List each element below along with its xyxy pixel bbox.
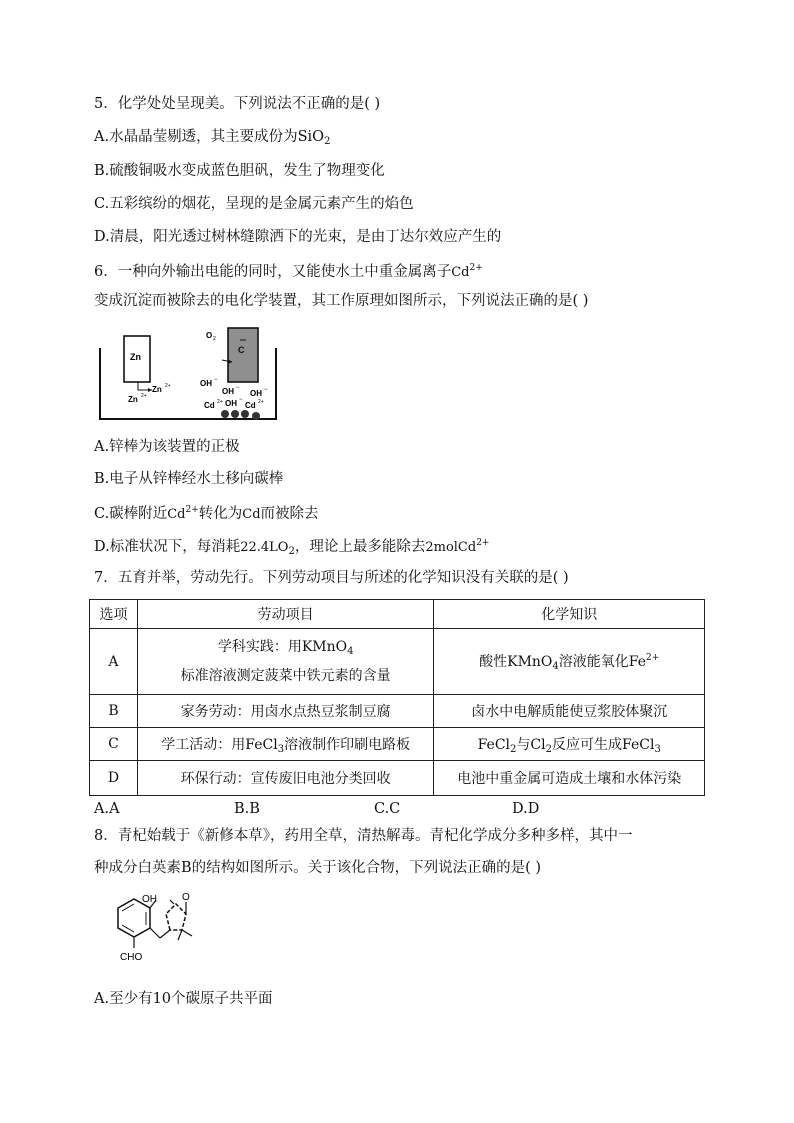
svg-text:O: O [182, 892, 190, 903]
q5-stem: 5．化学处处呈现美。下列说法不正确的是( ) [94, 96, 381, 112]
q5-option-b: B.硫酸铜吸水变成蓝色胆矾，发生了物理变化 [94, 163, 385, 179]
svg-text:−: − [239, 397, 243, 403]
table-row [90, 728, 705, 761]
header-labor: 劳动项目 [137, 600, 433, 629]
row-a-chemistry: 酸性KMnO$_4$溶液能氧化$Fe^{2+}$ [434, 629, 705, 695]
q5-option-c: C.五彩缤纷的烟花，呈现的是金属元素产生的焰色 [94, 196, 414, 212]
svg-text:−: − [214, 377, 218, 383]
svg-text:2+: 2+ [165, 383, 171, 389]
q8-option-a: A.至少有10个碳原子共平面 [94, 991, 273, 1007]
svg-text:Cd: Cd [204, 401, 215, 410]
q7-option-c: C.C [374, 801, 401, 817]
svg-text:OH: OH [222, 387, 234, 396]
q7-stem: 7．五育并举，劳动先行。下列劳动项目与所述的化学知识没有关联的是( ) [94, 570, 569, 586]
svg-text:OH: OH [225, 399, 237, 408]
svg-text:2+: 2+ [217, 399, 223, 405]
svg-text:2+: 2+ [141, 393, 147, 399]
row-a-labor: 学科实践：用KMnO$_4$ 标准溶液测定菠菜中铁元素的含量 [137, 629, 433, 695]
row-c-option: C [90, 728, 138, 761]
row-b-chemistry: 卤水中电解质能使豆浆胶体聚沉 [434, 695, 705, 728]
table-row [90, 629, 705, 695]
q7-options [94, 799, 539, 819]
structure-formula-figure [98, 890, 210, 972]
svg-text:−: − [236, 385, 240, 391]
svg-text:OH: OH [142, 894, 157, 905]
row-c-chemistry: FeCl$_2$与$Cl_2$反应可生成FeCl$_3$ [434, 728, 705, 761]
svg-text:−: − [264, 387, 268, 393]
svg-text:Zn: Zn [152, 385, 162, 394]
svg-text:2+: 2+ [258, 399, 264, 405]
header-chemistry: 化学知识 [434, 600, 705, 629]
q8-stem-line2: 种成分白英素B的结构如图所示。关于该化合物，下列说法正确的是( ) [94, 860, 542, 876]
table-row [90, 695, 705, 728]
q6-stem-line1: 6．一种向外输出电能的同时，又能使水土中重金属离子$Cd^{2+}$ [94, 263, 483, 280]
q7-option-a: A.A [94, 801, 120, 817]
q8-stem-line1: 8．青杞始载于《新修本草》，药用全草，清热解毒。青杞化学成分多种多样，其中一 [94, 828, 633, 844]
q5-option-a: A.水晶晶莹剔透，其主要成份为SiO$_2$ [94, 129, 331, 147]
row-d-labor: 环保行动：宣传废旧电池分类回收 [137, 761, 433, 796]
row-a-option: A [90, 629, 138, 695]
header-option: 选项 [90, 600, 138, 629]
svg-text:2: 2 [213, 336, 216, 342]
svg-text:CHO: CHO [120, 952, 143, 963]
row-b-option: B [90, 695, 138, 728]
row-b-labor: 家务劳动：用卤水点热豆浆制豆腐 [137, 695, 433, 728]
svg-text:Zn: Zn [128, 395, 138, 404]
svg-text:O: O [206, 331, 213, 340]
row-d-option: D [90, 761, 138, 796]
q6-stem-line2: 变成沉淀而被除去的电化学装置，其工作原理如图所示，下列说法正确的是( ) [94, 293, 589, 309]
svg-text:OH: OH [250, 389, 262, 398]
q7-option-d: D.D [512, 801, 540, 817]
electrochemical-device-figure [94, 322, 284, 422]
q6-option-c: C.碳棒附近$Cd^{2+}$转化为Cd而被除去 [94, 505, 319, 522]
q6-option-a: A.锌棒为该装置的正极 [94, 439, 240, 455]
row-d-chemistry: 电池中重金属可造成土壤和水体污染 [434, 761, 705, 796]
svg-text:Cd: Cd [245, 401, 256, 410]
q7-table [89, 599, 705, 796]
svg-text:Zn: Zn [130, 352, 141, 362]
q6-option-b: B.电子从锌棒经水土移向碳棒 [94, 471, 284, 487]
q7-option-b: B.B [234, 801, 260, 817]
table-header-row [90, 600, 705, 629]
row-c-labor: 学工活动：用FeCl$_3$溶液制作印刷电路板 [137, 728, 433, 761]
q6-option-d: D.标准状况下，每消耗$22.4LO_2$，理论上最多能除去2molCd$^{2+}$ [94, 538, 490, 557]
table-row [90, 761, 705, 796]
svg-text:C: C [238, 345, 245, 355]
svg-text:OH: OH [200, 379, 212, 388]
q5-option-d: D.清晨，阳光透过树林缝隙洒下的光束，是由丁达尔效应产生的 [94, 229, 502, 245]
